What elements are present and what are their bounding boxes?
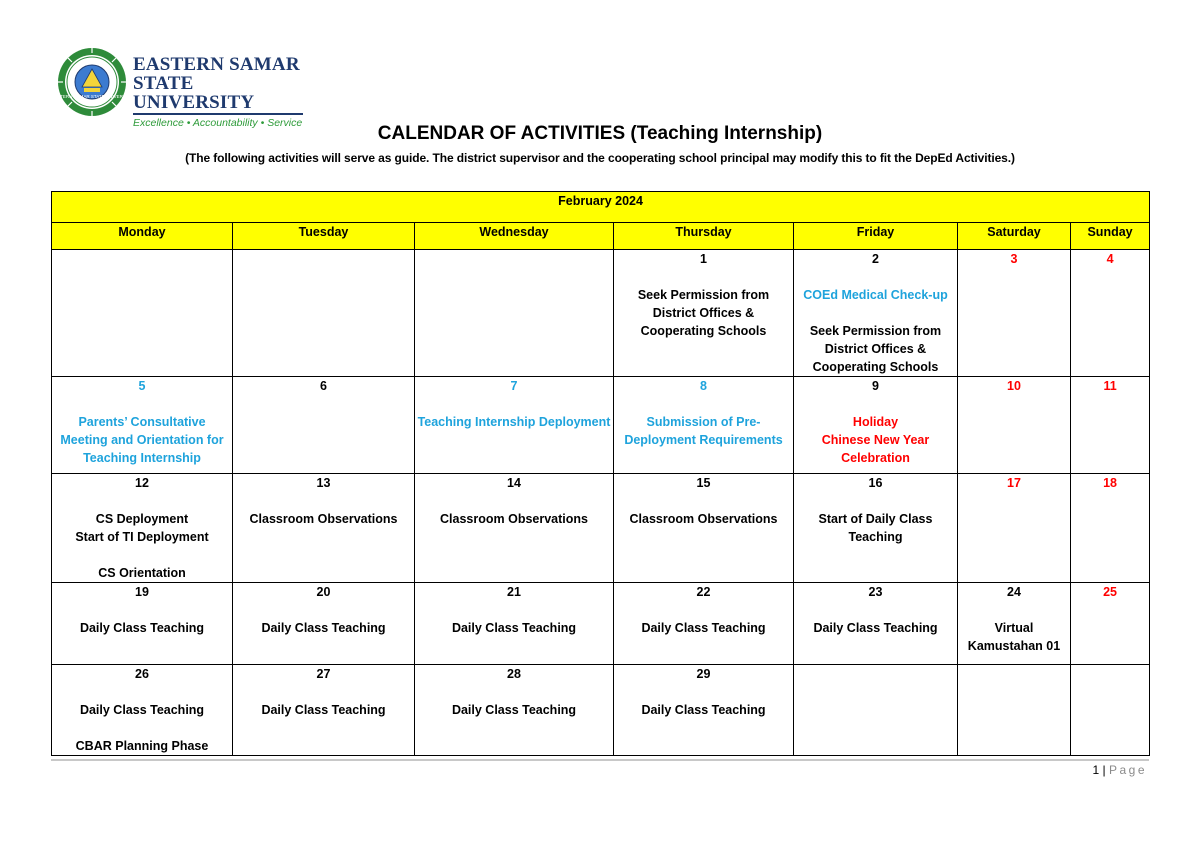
calendar-week-row [52,665,1150,756]
day-activity: COEd Medical Check-up [803,288,948,302]
day-cell [794,250,958,377]
document-subtitle: (The following activities will serve as guide. The district supervisor and the cooperating school principal may modify this to fit the DepEd Activities.) [185,151,1015,165]
day-number: 24 [1007,585,1021,599]
day-activity: Start of Daily Class Teaching [818,512,933,544]
day-cell-empty [233,250,415,377]
day-cell-weekend [1071,250,1150,377]
day-cell-empty [415,250,614,377]
day-number: 5 [138,379,146,393]
day-number: 28 [507,667,521,681]
day-cell-weekend [1071,583,1150,665]
day-cell [794,474,958,583]
weekday-header: Sunday [1071,223,1150,250]
document-title: CALENDAR OF ACTIVITIES (Teaching Internship) [377,123,823,144]
day-number: 25 [1103,585,1117,599]
day-cell [415,474,614,583]
day-cell [794,583,958,665]
day-number: 3 [1010,252,1018,266]
day-number: 15 [696,476,711,490]
day-cell [614,474,794,583]
day-cell [614,583,794,665]
day-cell-weekend [1071,474,1150,583]
weekday-header: Tuesday [233,223,415,250]
day-cell [415,665,614,756]
day-activity: CS Orientation [98,566,186,580]
day-number: 2 [872,252,879,266]
day-cell-weekend [1071,377,1150,474]
university-logo [51,47,307,129]
day-activity: Start of TI Deployment [75,530,209,544]
day-cell [52,377,233,474]
day-number: 20 [316,585,331,599]
weekday-header-row [52,223,1150,250]
day-cell-weekend [958,474,1071,583]
day-cell [614,665,794,756]
day-number: 14 [507,476,521,490]
day-activity: Daily Class Teaching [79,621,205,635]
day-number: 8 [700,379,707,393]
day-number: 29 [696,667,711,681]
calendar-week-row [52,474,1150,583]
day-activity: Holiday [852,415,899,429]
weekday-header: Wednesday [415,223,614,250]
day-cell-empty [958,665,1071,756]
logo-divider [133,113,303,115]
day-activity: Chinese New Year Celebration [821,433,930,465]
day-cell [233,583,415,665]
day-activity: Daily Class Teaching [451,621,577,635]
page-number: 1 [1092,763,1100,777]
day-activity: Parents’ Consultative Meeting and Orientation for Teaching Internship [60,415,224,465]
day-cell-weekend [958,250,1071,377]
day-cell [233,377,415,474]
day-number: 10 [1007,379,1021,393]
day-cell [52,665,233,756]
page-footer [1092,763,1147,777]
day-activity: Classroom Observations [249,512,398,526]
weekday-header: Thursday [614,223,794,250]
day-activity: Classroom Observations [629,512,778,526]
day-cell [415,377,614,474]
day-number: 17 [1007,476,1021,490]
day-cell-empty [794,665,958,756]
logo-name-line2: STATE UNIVERSITY [133,73,255,113]
day-activity: Seek Permission from District Offices & Cooperating Schools [809,324,942,374]
day-activity: Virtual Kamustahan 01 [967,621,1061,653]
weekday-header: Saturday [958,223,1071,250]
day-activity: Daily Class Teaching [261,703,386,717]
seal-caption: EASTERN SAMAR STATE UNIVERSITY [51,94,133,99]
day-number: 9 [872,379,879,393]
day-number: 22 [696,585,711,599]
day-number: 19 [135,585,149,599]
day-number: 27 [316,667,331,681]
day-activity: Seek Permission from District Offices & Cooperating Schools [637,288,770,338]
day-cell [415,583,614,665]
day-cell-weekend [958,377,1071,474]
day-cell-holiday [794,377,958,474]
logo-tagline: Excellence • Accountability • Service [133,117,303,129]
day-number: 7 [510,379,518,393]
weekday-header: Friday [794,223,958,250]
day-cell [614,250,794,377]
day-number: 26 [135,667,149,681]
day-number: 11 [1103,379,1117,393]
day-number: 12 [135,476,149,490]
logo-wordmark [133,55,307,129]
day-number: 1 [700,252,707,266]
day-activity: CS Deployment [95,512,189,526]
logo-name-line1: EASTERN SAMAR [133,54,300,75]
page-label: Page [1108,763,1147,777]
footer-separator: | [1102,763,1106,777]
day-cell [958,583,1071,665]
day-activity: Daily Class Teaching [261,621,386,635]
day-cell [52,583,233,665]
weekday-header: Monday [52,223,233,250]
day-activity: Daily Class Teaching [641,703,766,717]
day-number: 6 [320,379,327,393]
day-activity: Classroom Observations [440,512,588,526]
day-cell [233,665,415,756]
day-number: 16 [868,476,883,490]
day-number: 23 [868,585,883,599]
day-cell-empty [52,250,233,377]
page-bottom-rule [51,759,1149,761]
calendar-week-row [52,377,1150,474]
day-activity: Daily Class Teaching [79,703,205,717]
day-number: 4 [1106,252,1114,266]
day-cell-empty [1071,665,1150,756]
day-activity: CBAR Planning Phase [75,739,209,753]
day-number: 21 [507,585,521,599]
day-cell [614,377,794,474]
day-activity: Daily Class Teaching [451,703,577,717]
calendar-week-row [52,583,1150,665]
calendar-table [51,191,1150,756]
day-number: 18 [1103,476,1117,490]
day-number: 13 [316,476,331,490]
calendar-month-title: February 2024 [52,192,1150,223]
day-activity: Daily Class Teaching [641,621,766,635]
day-activity: Daily Class Teaching [813,621,938,635]
university-seal-icon [51,47,133,117]
day-activity: Teaching Internship Deployment [417,415,611,429]
day-cell [233,474,415,583]
calendar-week-row [52,250,1150,377]
day-activity: Submission of Pre-Deployment Requirements [624,415,783,447]
day-cell [52,474,233,583]
